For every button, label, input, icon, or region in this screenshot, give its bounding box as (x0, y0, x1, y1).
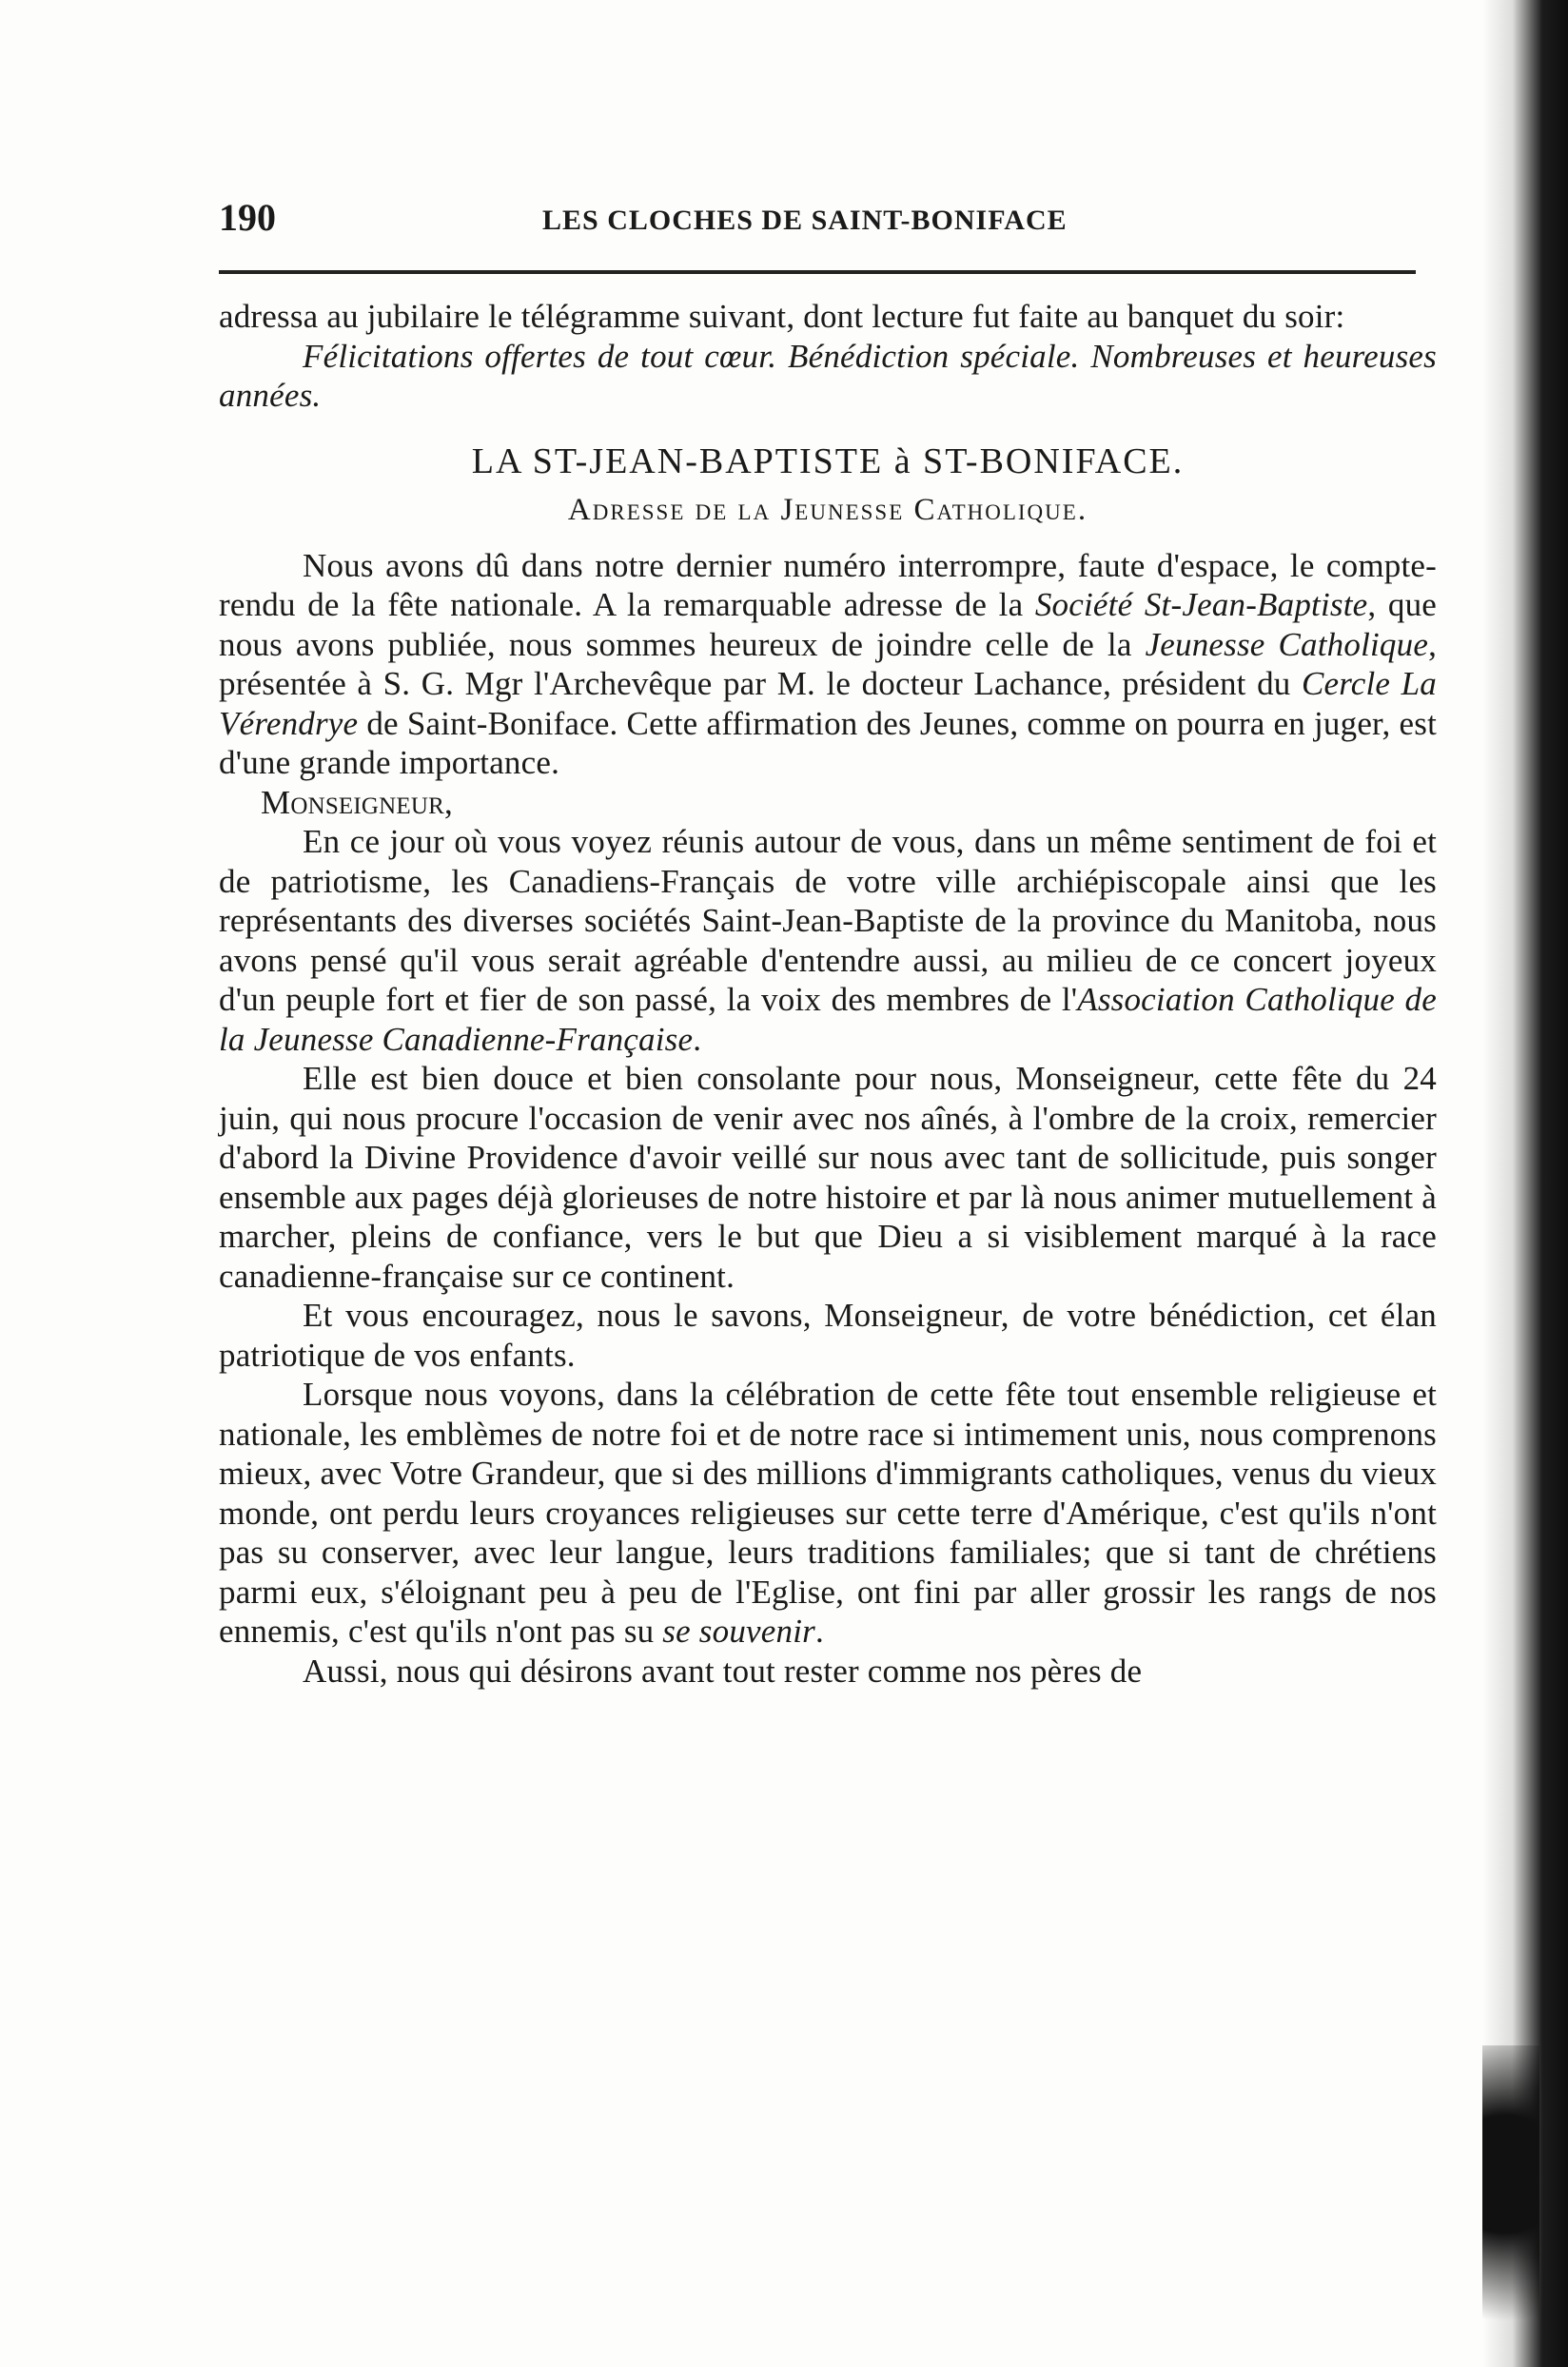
header-rule (219, 270, 1416, 274)
italic-run: se souvenir (662, 1613, 815, 1650)
text-run: de Saint-Boniface. Cette affirmation des Jeunes, comme on pourra en juger, est d'une grande importance. (219, 704, 1437, 781)
italic-run: Cercle La Vérendrye (219, 665, 1437, 742)
section-subheading: Adresse de la Jeunesse Catholique. (567, 493, 1088, 527)
text-run: Nous avons dû dans notre dernier numéro interrompre, faute d'espace, le compte-rendu de la fête nationale. A la remarquable adresse de la (219, 546, 1437, 623)
paragraph-address-4 (219, 1375, 1437, 1652)
italic-run: Association Catholique de la Jeunesse Canadienne-Française (219, 981, 1437, 1058)
page-number: 190 (219, 196, 276, 239)
telegram-text: Félicitations offertes de tout cœur. Bénédiction spéciale. Nombreuses et heureuses années. (219, 337, 1437, 414)
paragraph-address-2: Elle est bien douce et bien consolante pour nous, Monseigneur, cette fête du 24 juin, qui nous procure l'occasion de venir avec nos aînés, à l'ombre de la croix, remercier d'abord la Divine Providence d'avoir veillé sur nous avec tant de sollicitude, puis songer ensemble aux pages déjà glorieuses de notre histoire et par là nous animer mutuellement à marcher, pleins de confiance, vers le but que Dieu a si visiblement marqué à la race canadienne-française sur ce continent. (219, 1060, 1437, 1295)
salutation: Monseigneur, (261, 783, 453, 821)
book-spine-shadow (1482, 0, 1568, 2367)
body-text (219, 297, 1437, 1691)
italic-run: Société St-Jean-Baptiste (1034, 586, 1368, 623)
page-header (219, 195, 1418, 252)
text-run: Lorsque nous voyons, dans la célébration de cette fête tout ensemble religieuse et nationale, les emblèmes de notre foi et de notre race si intimement unis, nous comprenons mieux, avec Votre Grandeur, que si des millions d'immigrants catholiques, venus du vieux monde, ont perdu leurs croyances religieuses sur cette terre d'Amérique, c'est qu'ils n'ont pas su conserver, avec leur langue, leurs traditions familiales; que si tant de chrétiens parmi eux, s'éloignant peu à peu de l'Eglise, ont fini par aller grossir les rangs de nos ennemis, c'est qu'ils n'ont pas su (219, 1376, 1437, 1650)
paragraph-address-1 (219, 822, 1437, 1059)
text-run: En ce jour où vous voyez réunis autour de vous, dans un même sentiment de foi et de patriotisme, les Canadiens-Français de votre ville archiépiscopale ainsi que les représentants des diverses sociétés Saint-Jean-Baptiste de la province du Manitoba, nous avons pensé qu'il vous serait agréable d'entendre aussi, au milieu de ce concert joyeux d'un peuple fort et fier de son passé, la voix des membres de l' (219, 823, 1437, 1018)
page-stain (1482, 2045, 1539, 2367)
text-run: , présentée à S. G. Mgr l'Archevêque par M. le docteur Lachance, président du (219, 625, 1438, 702)
paragraph-telegram-intro: adressa au jubilaire le télégramme suivant, dont lecture fut faite au banquet du soir: (219, 298, 1345, 335)
running-title: LES CLOCHES DE SAINT-BONIFACE (542, 205, 1068, 236)
text-run: . (814, 1613, 824, 1650)
paragraph-address-3: Et vous encouragez, nous le savons, Monseigneur, de votre bénédiction, cet élan patriotique de vos enfants. (219, 1297, 1437, 1374)
paragraph-address-5: Aussi, nous qui désirons avant tout rester comme nos pères de (303, 1652, 1143, 1690)
italic-run: Jeunesse Catholique (1145, 625, 1429, 663)
paragraph-intro (219, 546, 1437, 783)
text-run: , que nous avons publiée, nous sommes heureux de joindre celle de la (219, 586, 1437, 663)
section-heading: LA ST-JEAN-BAPTISTE à ST-BONIFACE. (471, 440, 1185, 481)
text-run: . (693, 1020, 702, 1058)
